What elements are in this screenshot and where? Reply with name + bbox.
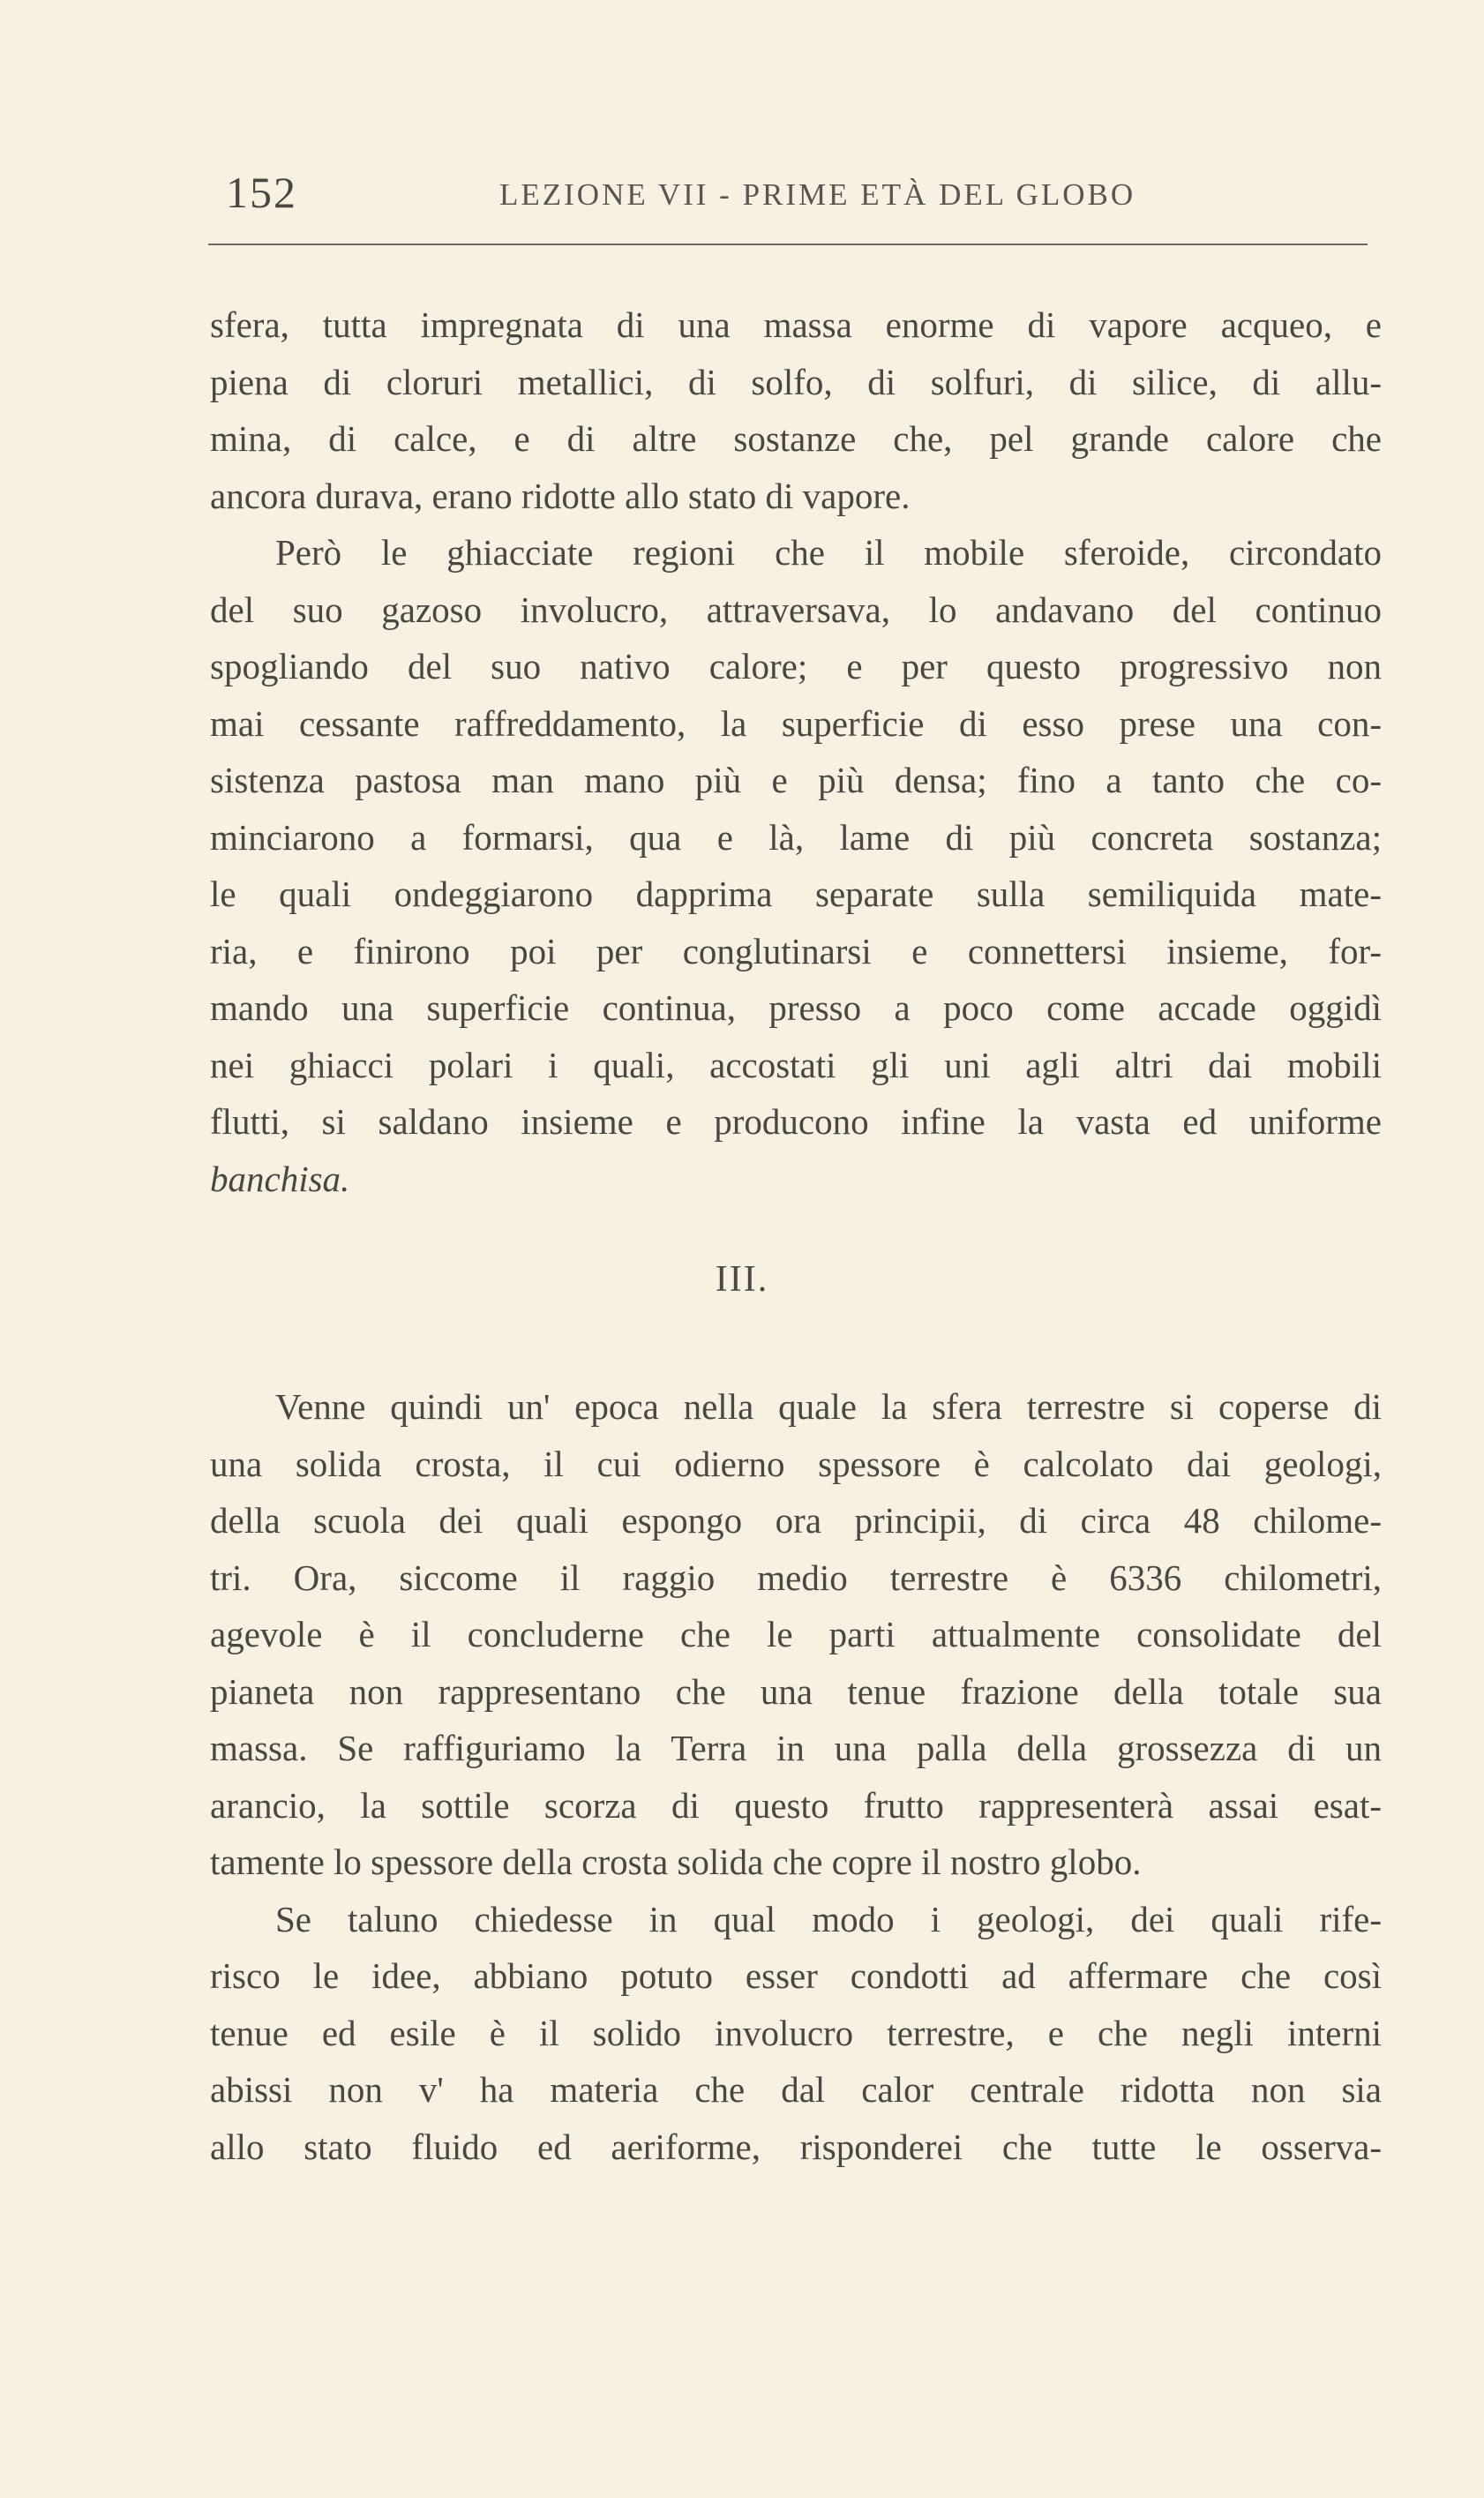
text-line: spogliando del suo nativo calore; e per questo progressivo non: [210, 646, 1382, 686]
text-line: minciarono a formarsi, qua e là, lame di più concreta sostanza;: [210, 816, 1382, 858]
text-line: agevole è il concluderne che le parti attualmente consolidate del: [210, 1614, 1382, 1654]
text-line: del suo gazoso involucro, attraversava, lo andavano del continuo: [210, 589, 1382, 630]
text-line: massa. Se raffiguriamo la Terra in una palla della grossezza di un: [210, 1728, 1382, 1768]
text-block-1: [210, 296, 1382, 1207]
text-block-2: [210, 1378, 1382, 2175]
text-line: ancora durava, erano ridotte allo stato di vapore.: [210, 475, 911, 516]
text-line: mando una superficie continua, presso a poco come accade oggidì: [210, 987, 1382, 1028]
text-line: piena di cloruri metallici, di solfo, di solfuri, di silice, di allu-: [210, 361, 1382, 402]
text-line: Però le ghiacciate regioni che il mobile sferoide, circondato: [275, 532, 1382, 573]
page-number: 152: [226, 168, 297, 217]
text-line: arancio, la sottile scorza di questo frutto rappresenterà assai esat-: [210, 1784, 1382, 1826]
text-line: le quali ondeggiarono dapprima separate sulla semiliquida mate-: [210, 874, 1382, 914]
text-line: della scuola dei quali espongo ora principii, di circa 48 chilome-: [210, 1500, 1382, 1541]
text-line: nei ghiacci polari i quali, accostati gli uni agli altri dai mobili: [210, 1044, 1382, 1085]
text-line: sistenza pastosa man mano più e più densa; fino a tanto che co-: [210, 760, 1382, 800]
text-line: mai cessante raffreddamento, la superficie di esso prese una con-: [210, 702, 1382, 744]
text-line: flutti, si saldano insieme e producono infine la vasta ed uniforme: [210, 1101, 1382, 1142]
text-line: Venne quindi un' epoca nella quale la sfera terrestre si coperse di: [275, 1386, 1382, 1427]
running-head: LEZIONE VII - PRIME ETÀ DEL GLOBO: [499, 177, 1136, 212]
text-line: ria, e finirono poi per conglutinarsi e connettersi insieme, for-: [210, 930, 1382, 971]
text-line: banchisa.: [210, 1158, 350, 1199]
header-rule: [208, 244, 1368, 245]
text-line: risco le idee, abbiano potuto esser condotti ad affermare che così: [210, 1955, 1382, 1996]
text-line: Se taluno chiedesse in qual modo i geologi, dei quali rife-: [275, 1898, 1382, 1939]
text-line: abissi non v' ha materia che dal calor centrale ridotta non sia: [210, 2069, 1382, 2110]
text-line: una solida crosta, il cui odierno spessore è calcolato dai geologi,: [210, 1443, 1382, 1484]
text-line: tamente lo spessore della crosta solida che copre il nostro globo.: [210, 1842, 1142, 1882]
page-header: [208, 166, 1368, 219]
text-line: sfera, tutta impregnata di una massa enorme di vapore acqueo, e: [210, 304, 1382, 345]
text-line: allo stato fluido ed aeriforme, risponderei che tutte le osserva-: [210, 2126, 1382, 2167]
text-line: pianeta non rappresentano che una tenue frazione della totale sua: [210, 1670, 1382, 1712]
text-line: mina, di calce, e di altre sostanze che, pel grande calore che: [210, 418, 1382, 459]
text-line: tenue ed esile è il solido involucro terrestre, e che negli interni: [210, 2012, 1382, 2053]
section-heading: III.: [715, 1259, 769, 1300]
text-line: tri. Ora, siccome il raggio medio terrestre è 6336 chilometri,: [210, 1557, 1382, 1598]
